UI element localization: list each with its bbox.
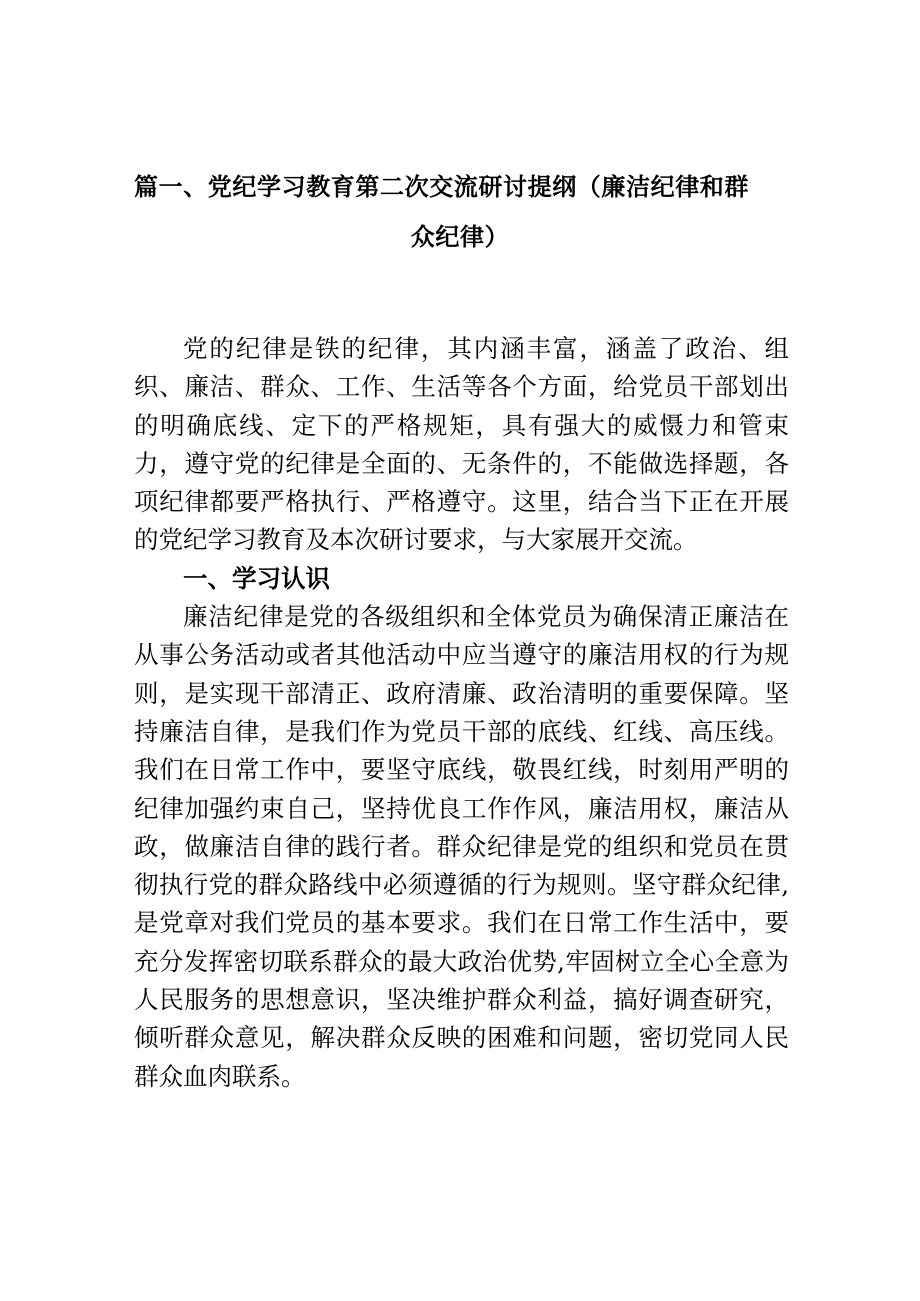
document-title-line-2: 众纪律） xyxy=(410,222,510,251)
paragraph-intro: 党的纪律是铁的纪律，其内涵丰富，涵盖了政治、组织、廉洁、群众、工作、生活等各个方面，给党员干部划出的明确底线、定下的严格规矩，具有强大的威慑力和管束力，遵守党的纪律是全面的、无条件的，不能做选择题，各项纪律都要严格执行、严格遵守。这里，结合当下正在开展的党纪学习教育及本次研讨要求，与大家展开交流。 xyxy=(134,334,789,555)
paragraph-discipline: 廉洁纪律是党的各级组织和全体党员为确保清正廉洁在从事公务活动或者其他活动中应当遵守的廉洁用权的行为规则，是实现干部清正、政府清廉、政治清明的重要保障。坚持廉洁自律，是我们作为党员干部的底线、红线、高压线。我们在日常工作中，要坚守底线，敬畏红线，时刻用严明的纪律加强约束自己，坚持优良工作作风，廉洁用权，廉洁从政，做廉洁自律的践行者。群众纪律是党的组织和党员在贯彻执行党的群众路线中必须遵循的行为规则。坚守群众纪律,是党章对我们党员的基本要求。我们在日常工作生活中，要充分发挥密切联系群众的最大政治优势,牢固树立全心全意为人民服务的思想意识，坚决维护群众利益，搞好调查研究，倾听群众意见，解决群众反映的困难和问题，密切党同人民群众血肉联系。 xyxy=(134,602,789,1091)
section-heading-learning: 一、学习认识 xyxy=(183,563,330,593)
document-body xyxy=(134,330,789,1096)
document-title-line-1: 篇一、党纪学习教育第二次交流研讨提纲（廉洁纪律和群 xyxy=(134,172,749,201)
